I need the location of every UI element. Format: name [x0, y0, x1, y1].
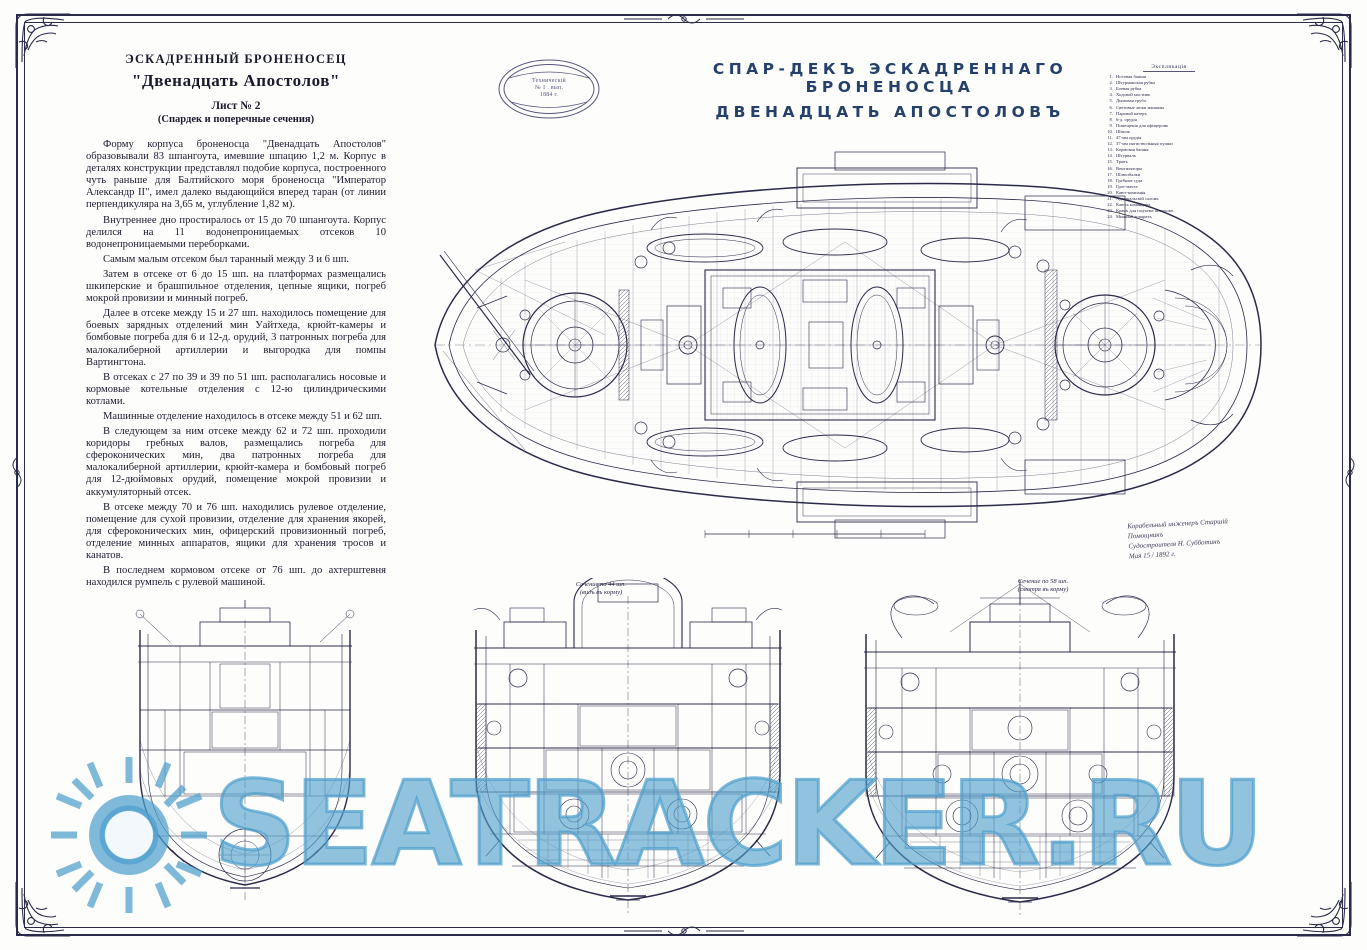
paragraph: Внутреннее дно простиралось от 15 до 70 шпангоута. Корпус делился на 11 водонепроницаемых отсеков 10 водонепроницаемыми переборками.	[86, 214, 386, 250]
legend-number: 11.	[1107, 135, 1113, 141]
archive-stamp	[497, 58, 601, 120]
legend-label: 37-мм пятиствольныя пушки	[1116, 141, 1173, 147]
legend-number: 18.	[1107, 177, 1113, 183]
stamp-line: 1884 г.	[539, 92, 559, 98]
legend-number: 4.	[1109, 92, 1113, 98]
legend-label: Ходовой мостикъ	[1116, 92, 1151, 98]
legend-number: 5.	[1109, 98, 1113, 104]
legend-label: Гребные суда	[1116, 177, 1143, 183]
section-caption	[546, 581, 656, 597]
legend-number: 23.	[1107, 208, 1113, 214]
paragraph: В отсеке между 70 и 76 шп. находились рулевое отделение, помещение для сухой провизии, отделение для хранения якорей, для сфероконических мин, офицерский провизионный погреб, отделение минных аппаратов, ящики для хранения тросов и канатов.	[86, 501, 386, 561]
legend-number: 21.	[1107, 195, 1113, 201]
signature-line3: Мая 15 / 1892 г.	[1128, 549, 1176, 561]
legend-number: 15.	[1107, 159, 1113, 165]
spardeck-plan-drawing	[405, 130, 1305, 560]
paragraph: В следующем за ним отсеке между 62 и 72 шп. проходили коридоры гребных валов, размещались погреба для сфероконических мин, два патронных погреба для малокалиберной артиллерии, крюйт-камера и бомбовый погреб для 12-дюймовых орудий, помещение мокрой провизии и аккумуляторный отсек.	[86, 426, 386, 498]
legend-label: Носовая башня	[1116, 74, 1146, 80]
legend-number: 10.	[1107, 128, 1113, 134]
section-caption-line1: Сечение по 58 шп.	[1017, 578, 1069, 585]
signature-line2: Судостроителя Н. Субботинъ	[1128, 537, 1221, 551]
legend-label: Кают-компанія	[1116, 189, 1146, 195]
legend-number: 2.	[1109, 80, 1113, 86]
legend-number: 9.	[1109, 122, 1113, 128]
section-caption-line2: (смотря въ корму)	[1017, 586, 1069, 593]
legend-label: Штурманская рубка	[1116, 80, 1155, 86]
legend-label: Помещенія для офицеровъ	[1116, 122, 1169, 128]
legend-label: Световые люки машины	[1116, 104, 1164, 110]
aft-section-drawing	[830, 578, 1210, 938]
stamp-line: Техническій	[532, 78, 566, 84]
legend-label: 47-мм орудія	[1116, 135, 1142, 141]
legend-title: Экспликація	[1143, 64, 1195, 72]
stamp-text	[497, 78, 601, 99]
legend-number: 24.	[1107, 214, 1113, 220]
legend-label: Кормовая башня	[1116, 147, 1149, 153]
legend-number: 17.	[1107, 171, 1113, 177]
section-caption	[988, 578, 1098, 594]
ship-name-title: "Двенадцать Апостолов"	[131, 71, 341, 90]
legend-number: 1.	[1109, 74, 1113, 80]
sheet-number: Лист № 2	[211, 100, 261, 112]
legend-label: Штурвалъ	[1116, 153, 1137, 159]
description-body	[86, 139, 386, 589]
plan-heading	[700, 60, 1080, 121]
plan-heading-line2: ДВЕНАДЦАТЬ АПОСТОЛОВЪ	[715, 103, 1065, 121]
legend-number: 14.	[1107, 153, 1113, 159]
paragraph: Затем в отсеке от 6 до 15 шп. на платформах размещались шкиперские и брашпильное отделения, цепные ящики, погреб мокрой провизии и минный погреб.	[86, 268, 386, 305]
legend-number: 13.	[1107, 147, 1113, 153]
legend-number: 19.	[1107, 183, 1113, 189]
title-block	[86, 52, 386, 125]
description-column	[86, 52, 386, 592]
paragraph: Самым малым отсеком был таранный между 3 и 6 шп.	[103, 253, 350, 265]
legend-label: Боевая рубка	[1116, 86, 1142, 92]
bow-section-drawing	[80, 600, 410, 930]
sheet-subtitle: (Спардек и поперечные сечения)	[157, 114, 315, 125]
legend-number: 12.	[1107, 141, 1113, 147]
legend-label: Шлюпбалки	[1116, 171, 1141, 177]
paragraph: Машинные отделение находилось в отсеке между 51 и 62 шп.	[103, 410, 383, 422]
legend-number: 3.	[1109, 86, 1113, 92]
legend-number: 6.	[1109, 104, 1113, 110]
legend-label: Дымовая труба	[1116, 98, 1146, 104]
stamp-line: № 1 . вып.	[534, 85, 564, 91]
legend-number: 8.	[1109, 116, 1113, 122]
legend-label: Шпиль	[1116, 128, 1130, 134]
legend-number: 22.	[1107, 202, 1113, 208]
watermark-text: SEATRACKER.RU	[213, 757, 1263, 892]
legend-label: Адмиральскій салонъ	[1116, 195, 1159, 201]
paragraph: В отсеках с 27 по 39 и 39 по 51 шп. располагались носовые и кормовые котельные отделения с 12-ю цилиндрическими котлами.	[86, 371, 386, 407]
paragraph: Форму корпуса броненосца "Двенадцать Апостолов" образовывали 83 шпангоута, имевшие шпацию 1,2 м. Корпус в деталях конструкции представлял подобие корпуса, построенного чуть раньше для Балтийского моря броненосца "Император Александр II", имел далеко выдающийся вперед таран (от линии перпендикуляра на 3,65 м, углубление 1,82 м).	[86, 139, 386, 211]
ship-class-label: ЭСКАДРЕННЫЙ БРОНЕНОСЕЦ	[125, 52, 347, 66]
legend-label: 6-д. орудія	[1116, 116, 1137, 122]
signature-line1: Корабельный инженеръ Старшій Помощникъ	[1127, 517, 1229, 541]
paragraph: В последнем кормовом отсеке от 76 шп. до ахтерштевня находился румпель с рулевой машиной.	[86, 565, 386, 589]
legend-label: Паровой катеръ	[1116, 110, 1147, 116]
engineer-signature	[1127, 515, 1259, 562]
paragraph: Далее в отсеке между 15 и 27 шп. находилось помещение для боевых зарядных отделений мин Уайтхеда, крюйт-камеры и бомбовые погреба для 6 и 12-д. орудий, 3 патронных погреба для малокалиберной артиллерии и выгородка для помпы Вартингтона.	[86, 308, 386, 368]
legend-label: Вентиляторы	[1116, 165, 1143, 171]
legend-label: Минный аппаратъ	[1116, 214, 1152, 220]
midship-section-drawing	[448, 578, 808, 938]
legend-label: Кранъ для подъема шлюпокъ	[1116, 208, 1174, 214]
section-caption-line1: Сечение по 44 шп.	[575, 581, 627, 588]
legend-number: 20.	[1107, 189, 1113, 195]
plan-heading-line1: СПАР-ДЕКЪ ЭСКАДРЕННАГО БРОНЕНОСЦА	[712, 60, 1068, 96]
legend-label: Грот-мачта	[1116, 183, 1138, 189]
legend-label: Трапъ	[1116, 159, 1128, 165]
legend-number: 16.	[1107, 165, 1113, 171]
section-caption-line2: (видъ въ корму)	[579, 589, 623, 596]
legend-number: 7.	[1109, 110, 1113, 116]
legend-label: Каюта командира	[1116, 202, 1151, 208]
